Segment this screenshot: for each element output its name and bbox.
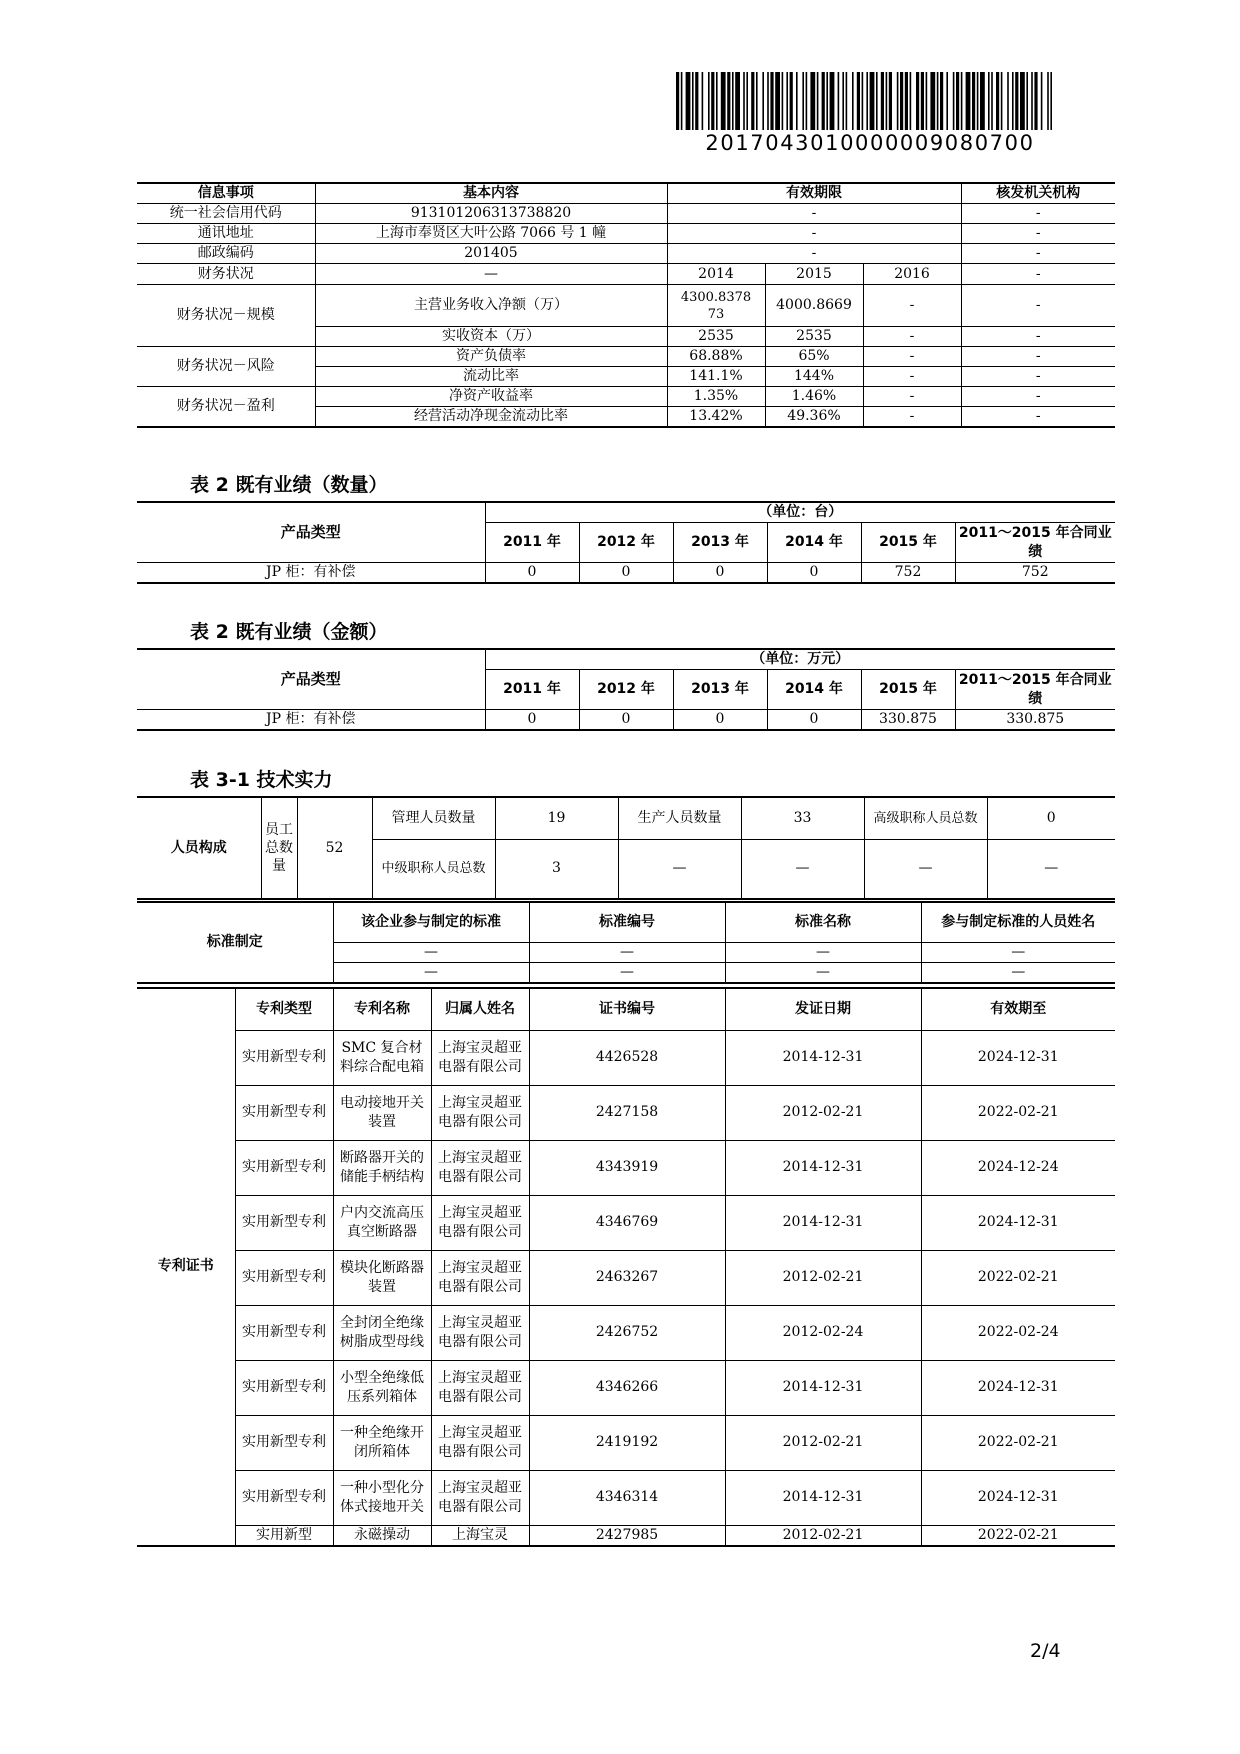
cell-value: 0 bbox=[579, 710, 673, 731]
cell-value: — bbox=[725, 942, 921, 962]
barcode-bar bbox=[838, 72, 840, 130]
patent-cell: 实用新型专利 bbox=[235, 1140, 333, 1195]
cell-value: — bbox=[921, 962, 1115, 983]
cell-value: 201405 bbox=[315, 244, 667, 264]
cell-authority: - bbox=[961, 285, 1115, 327]
performance-amount-table bbox=[137, 648, 1115, 731]
barcode-bar bbox=[905, 72, 908, 130]
cell-value: 2535 bbox=[765, 327, 863, 347]
patent-cell: 4346266 bbox=[529, 1360, 725, 1415]
barcode-bar bbox=[926, 72, 928, 130]
cell-label: 财务状况－盈利 bbox=[137, 387, 315, 428]
barcode-bar bbox=[940, 72, 943, 130]
cell-authority: - bbox=[961, 204, 1115, 224]
patent-cell: 一种全绝缘开闭所箱体 bbox=[333, 1415, 431, 1470]
patent-cell: 2024-12-24 bbox=[921, 1140, 1115, 1195]
cell-value: 65% bbox=[765, 347, 863, 367]
patent-cell: 2022-02-24 bbox=[921, 1305, 1115, 1360]
table-row bbox=[137, 224, 1115, 244]
empty-cell: — bbox=[618, 839, 741, 899]
empty-cell: — bbox=[987, 839, 1115, 899]
barcode-bar bbox=[822, 72, 825, 130]
table-row bbox=[137, 387, 1115, 407]
table-row bbox=[137, 1085, 1115, 1140]
patent-cell: SMC 复合材料综合配电箱 bbox=[333, 1030, 431, 1085]
cell-value: — bbox=[333, 942, 529, 962]
barcode-bar bbox=[866, 72, 868, 130]
patent-cell: 永磁操动 bbox=[333, 1525, 431, 1546]
cell-label: 通讯地址 bbox=[137, 224, 315, 244]
total-staff-value: 52 bbox=[297, 797, 372, 899]
cell-value: — bbox=[315, 264, 667, 285]
patent-cell: 2022-02-21 bbox=[921, 1525, 1115, 1546]
cell-value: 4300.8378 73 bbox=[667, 285, 765, 327]
patent-cell: 2014-12-31 bbox=[725, 1140, 921, 1195]
cell-value: 0 bbox=[767, 710, 861, 731]
patent-cell: 4346769 bbox=[529, 1195, 725, 1250]
cell-value: — bbox=[725, 962, 921, 983]
barcode-bar bbox=[708, 72, 710, 130]
barcode-bar bbox=[1001, 72, 1003, 130]
header-product-type: 产品类型 bbox=[137, 502, 485, 563]
cell-value: 330.875 bbox=[861, 710, 955, 731]
unit-label: （单位：台） bbox=[485, 502, 1115, 523]
year-2015: 2015 bbox=[765, 264, 863, 285]
table-row bbox=[137, 1250, 1115, 1305]
cell-label: 财务状况－风险 bbox=[137, 347, 315, 387]
barcode-bar bbox=[910, 72, 912, 130]
patent-cell: 2012-02-21 bbox=[725, 1085, 921, 1140]
barcode-bar bbox=[695, 72, 698, 130]
barcode-bar bbox=[921, 72, 924, 130]
header-year: 2014 年 bbox=[767, 670, 861, 710]
patent-cell: 上海宝灵超亚电器有限公司 bbox=[431, 1470, 529, 1525]
barcode-bar bbox=[937, 72, 939, 130]
header-year: 2012 年 bbox=[579, 670, 673, 710]
barcode-bar bbox=[897, 72, 899, 130]
patent-header: 发证日期 bbox=[725, 988, 921, 1030]
prod-label: 生产人员数量 bbox=[618, 797, 741, 839]
cell-value: 上海市奉贤区大叶公路 7066 号 1 幢 bbox=[315, 224, 667, 244]
barcode-bar bbox=[991, 72, 993, 130]
barcode-bar bbox=[727, 72, 730, 130]
header-participants: 参与制定标准的人员姓名 bbox=[921, 902, 1115, 942]
patent-cell: 实用新型专利 bbox=[235, 1360, 333, 1415]
cell-validity: - bbox=[667, 244, 961, 264]
cell-value: 0 bbox=[485, 710, 579, 731]
barcode-bar bbox=[956, 72, 959, 130]
patents-label: 专利证书 bbox=[137, 988, 235, 1546]
patent-cell: 2012-02-21 bbox=[725, 1525, 921, 1546]
barcode-bar bbox=[810, 72, 815, 130]
cell-label: 邮政编码 bbox=[137, 244, 315, 264]
cell-metric: 主营业务收入净额（万） bbox=[315, 285, 667, 327]
header-validity: 有效期限 bbox=[667, 183, 961, 204]
barcode-bar bbox=[681, 72, 683, 130]
cell-metric: 流动比率 bbox=[315, 367, 667, 387]
barcode-bar bbox=[830, 72, 835, 130]
barcode-bar bbox=[953, 72, 955, 130]
patent-cell: 实用新型专利 bbox=[235, 1415, 333, 1470]
barcode-bar bbox=[1047, 72, 1049, 130]
barcode-bar bbox=[676, 72, 679, 130]
patent-cell: 实用新型专利 bbox=[235, 1470, 333, 1525]
mid-label: 中级职称人员总数 bbox=[372, 839, 495, 899]
barcode-bar bbox=[846, 72, 848, 130]
patents-table bbox=[137, 987, 1115, 1547]
barcode-bar bbox=[770, 72, 773, 130]
staff-label: 人员构成 bbox=[137, 797, 261, 899]
barcode-bar bbox=[946, 72, 948, 130]
header-standard-no: 标准编号 bbox=[529, 902, 725, 942]
patent-cell: 2014-12-31 bbox=[725, 1470, 921, 1525]
cell-label: 统一社会信用代码 bbox=[137, 204, 315, 224]
page-number: 2/4 bbox=[1030, 1640, 1061, 1662]
cell-value: 2535 bbox=[667, 327, 765, 347]
cell-value: 0 bbox=[767, 563, 861, 584]
table-row bbox=[137, 710, 1115, 731]
barcode-bar bbox=[857, 72, 860, 130]
cell-validity: - bbox=[667, 204, 961, 224]
performance-quantity-table bbox=[137, 501, 1115, 584]
table-row bbox=[137, 1415, 1115, 1470]
patent-cell: 2014-12-31 bbox=[725, 1360, 921, 1415]
cell-authority: - bbox=[961, 347, 1115, 367]
barcode-bar bbox=[966, 72, 971, 130]
barcode-bar bbox=[1041, 72, 1043, 130]
table-row bbox=[137, 563, 1115, 584]
table-row bbox=[137, 244, 1115, 264]
table-row bbox=[137, 264, 1115, 285]
barcode-bar bbox=[886, 72, 888, 130]
patent-cell: 上海宝灵 bbox=[431, 1525, 529, 1546]
header-total: 2011～2015 年合同业绩 bbox=[955, 670, 1115, 710]
barcode-bar bbox=[775, 72, 780, 130]
barcode-bar bbox=[692, 72, 694, 130]
table2a-title: 表 2 既有业绩（数量） bbox=[190, 474, 388, 496]
cell-total: 752 bbox=[955, 563, 1115, 584]
senior-value: 0 bbox=[987, 797, 1115, 839]
prod-value: 33 bbox=[741, 797, 864, 839]
patent-cell: 2012-02-21 bbox=[725, 1415, 921, 1470]
patent-cell: 2022-02-21 bbox=[921, 1250, 1115, 1305]
barcode-bar bbox=[735, 72, 740, 130]
barcode-bar bbox=[817, 72, 819, 130]
cell-value: 0 bbox=[579, 563, 673, 584]
header-year: 2013 年 bbox=[673, 670, 767, 710]
cell-value: 0 bbox=[673, 563, 767, 584]
barcode-bar bbox=[977, 72, 979, 130]
patent-cell: 4346314 bbox=[529, 1470, 725, 1525]
cell-authority: - bbox=[961, 264, 1115, 285]
cell-value: 141.1% bbox=[667, 367, 765, 387]
table-row bbox=[137, 285, 1115, 327]
patent-cell: 实用新型专利 bbox=[235, 1085, 333, 1140]
table-row bbox=[137, 204, 1115, 224]
patent-cell: 上海宝灵超亚电器有限公司 bbox=[431, 1030, 529, 1085]
barcode-bar bbox=[980, 72, 985, 130]
cell-value: 752 bbox=[861, 563, 955, 584]
patent-cell: 2426752 bbox=[529, 1305, 725, 1360]
header-year: 2012 年 bbox=[579, 523, 673, 563]
table-row bbox=[137, 1305, 1115, 1360]
cell-total: 330.875 bbox=[955, 710, 1115, 731]
patent-cell: 断路器开关的储能手柄结构 bbox=[333, 1140, 431, 1195]
header-year: 2015 年 bbox=[861, 670, 955, 710]
barcode-bar bbox=[1015, 72, 1018, 130]
cell-value: - bbox=[863, 367, 961, 387]
patent-cell: 电动接地开关装置 bbox=[333, 1085, 431, 1140]
barcode-bar bbox=[1020, 72, 1025, 130]
barcode-image bbox=[676, 72, 1054, 130]
header-year: 2014 年 bbox=[767, 523, 861, 563]
year-2016: 2016 bbox=[863, 264, 961, 285]
header-authority: 核发机关机构 bbox=[961, 183, 1115, 204]
patent-cell: 上海宝灵超亚电器有限公司 bbox=[431, 1140, 529, 1195]
barcode-bar bbox=[852, 72, 854, 130]
patent-cell: 上海宝灵超亚电器有限公司 bbox=[431, 1415, 529, 1470]
patent-cell: 实用新型专利 bbox=[235, 1250, 333, 1305]
info-table bbox=[137, 182, 1115, 428]
cell-metric: 经营活动净现金流动比率 bbox=[315, 407, 667, 428]
patent-cell: 2463267 bbox=[529, 1250, 725, 1305]
cell-value: - bbox=[863, 327, 961, 347]
cell-value: 1.35% bbox=[667, 387, 765, 407]
mgmt-label: 管理人员数量 bbox=[372, 797, 495, 839]
patent-cell: 上海宝灵超亚电器有限公司 bbox=[431, 1305, 529, 1360]
barcode-bar bbox=[972, 72, 975, 130]
patent-header: 证书编号 bbox=[529, 988, 725, 1030]
patent-cell: 2024-12-31 bbox=[921, 1470, 1115, 1525]
table3-title: 表 3-1 技术实力 bbox=[190, 769, 333, 791]
cell-value: - bbox=[863, 407, 961, 428]
patent-cell: 2024-12-31 bbox=[921, 1195, 1115, 1250]
cell-value: 0 bbox=[673, 710, 767, 731]
header-product-type: 产品类型 bbox=[137, 649, 485, 710]
table-row bbox=[137, 1030, 1115, 1085]
table2b-title: 表 2 既有业绩（金额） bbox=[190, 621, 388, 643]
year-2014: 2014 bbox=[667, 264, 765, 285]
cell-value: 49.36% bbox=[765, 407, 863, 428]
staff-table bbox=[137, 796, 1115, 900]
barcode-bar bbox=[862, 72, 864, 130]
barcode-bar bbox=[1050, 72, 1052, 130]
barcode-bar bbox=[900, 72, 903, 130]
cell-value: — bbox=[333, 962, 529, 983]
patent-cell: 2014-12-31 bbox=[725, 1195, 921, 1250]
cell-value: - bbox=[863, 387, 961, 407]
table-row bbox=[137, 1195, 1115, 1250]
cell-value: 68.88% bbox=[667, 347, 765, 367]
cell-label: 财务状况－规模 bbox=[137, 285, 315, 347]
barcode-bar bbox=[767, 72, 769, 130]
cell-product: JP 柜：有补偿 bbox=[137, 710, 485, 731]
barcode-bar bbox=[786, 72, 788, 130]
header-total: 2011～2015 年合同业绩 bbox=[955, 523, 1115, 563]
cell-authority: - bbox=[961, 387, 1115, 407]
patent-cell: 一种小型化分体式接地开关 bbox=[333, 1470, 431, 1525]
header-year: 2015 年 bbox=[861, 523, 955, 563]
barcode-bar bbox=[796, 72, 798, 130]
patent-cell: 2012-02-24 bbox=[725, 1305, 921, 1360]
patent-cell: 实用新型专利 bbox=[235, 1195, 333, 1250]
barcode-bar bbox=[746, 72, 748, 130]
patent-cell: 上海宝灵超亚电器有限公司 bbox=[431, 1250, 529, 1305]
patent-cell: 户内交流高压真空断路器 bbox=[333, 1195, 431, 1250]
cell-value: — bbox=[529, 942, 725, 962]
barcode-bar bbox=[988, 72, 990, 130]
barcode-bar bbox=[756, 72, 758, 130]
cell-value: 144% bbox=[765, 367, 863, 387]
patent-cell: 上海宝灵超亚电器有限公司 bbox=[431, 1195, 529, 1250]
patent-cell: 2022-02-21 bbox=[921, 1415, 1115, 1470]
cell-value: - bbox=[863, 285, 961, 327]
barcode-bar bbox=[930, 72, 935, 130]
patent-cell: 4343919 bbox=[529, 1140, 725, 1195]
cell-metric: 净资产收益率 bbox=[315, 387, 667, 407]
empty-cell: — bbox=[864, 839, 987, 899]
header-content: 基本内容 bbox=[315, 183, 667, 204]
table-row bbox=[137, 1360, 1115, 1415]
patent-cell: 上海宝灵超亚电器有限公司 bbox=[431, 1360, 529, 1415]
barcode-bar bbox=[870, 72, 875, 130]
barcode-bar bbox=[1026, 72, 1028, 130]
patent-cell: 实用新型专利 bbox=[235, 1305, 333, 1360]
header-year: 2011 年 bbox=[485, 670, 579, 710]
table-row bbox=[137, 1525, 1115, 1546]
unit-label: （单位：万元） bbox=[485, 649, 1115, 670]
barcode-bar bbox=[961, 72, 963, 130]
barcode-bar bbox=[743, 72, 745, 130]
barcode-bar bbox=[806, 72, 808, 130]
barcode-bar bbox=[1031, 72, 1033, 130]
cell-authority: - bbox=[961, 367, 1115, 387]
barcode-bar bbox=[881, 72, 884, 130]
patent-cell: 2427985 bbox=[529, 1525, 725, 1546]
barcode-bar bbox=[842, 72, 844, 130]
patent-cell: 2022-02-21 bbox=[921, 1085, 1115, 1140]
header-info-item: 信息事项 bbox=[137, 183, 315, 204]
cell-value: 13.42% bbox=[667, 407, 765, 428]
cell-value: 4000.8669 bbox=[765, 285, 863, 327]
total-staff-label: 员工总数量 bbox=[261, 797, 297, 899]
cell-value: 913101206313738820 bbox=[315, 204, 667, 224]
table-row bbox=[137, 347, 1115, 367]
cell-value: 1.46% bbox=[765, 387, 863, 407]
cell-label: 财务状况 bbox=[137, 264, 315, 285]
cell-product: JP 柜：有补偿 bbox=[137, 563, 485, 584]
patent-cell: 全封闭全绝缘树脂成型母线 bbox=[333, 1305, 431, 1360]
barcode-bar bbox=[802, 72, 804, 130]
standards-table bbox=[137, 901, 1115, 984]
patent-header: 归属人姓名 bbox=[431, 988, 529, 1030]
header-year: 2013 年 bbox=[673, 523, 767, 563]
barcode-bar bbox=[721, 72, 726, 130]
header-year: 2011 年 bbox=[485, 523, 579, 563]
senior-label: 高级职称人员总数 bbox=[864, 797, 987, 839]
patent-header: 专利类型 bbox=[235, 988, 333, 1030]
cell-metric: 实收资本（万） bbox=[315, 327, 667, 347]
empty-cell: — bbox=[741, 839, 864, 899]
cell-authority: - bbox=[961, 224, 1115, 244]
cell-authority: - bbox=[961, 327, 1115, 347]
patent-cell: 2419192 bbox=[529, 1415, 725, 1470]
barcode-bar bbox=[916, 72, 919, 130]
cell-authority: - bbox=[961, 407, 1115, 428]
cell-value: — bbox=[921, 942, 1115, 962]
patent-cell: 4426528 bbox=[529, 1030, 725, 1085]
patent-cell: 上海宝灵超亚电器有限公司 bbox=[431, 1085, 529, 1140]
cell-value: 0 bbox=[485, 563, 579, 584]
patent-header: 有效期至 bbox=[921, 988, 1115, 1030]
barcode-bar bbox=[826, 72, 828, 130]
standards-label: 标准制定 bbox=[137, 902, 333, 983]
barcode-bar bbox=[711, 72, 714, 130]
header-standard-name: 标准名称 bbox=[725, 902, 921, 942]
cell-validity: - bbox=[667, 224, 961, 244]
cell-value: - bbox=[863, 347, 961, 367]
cell-metric: 资产负债率 bbox=[315, 347, 667, 367]
barcode-bar bbox=[876, 72, 878, 130]
mid-value: 3 bbox=[495, 839, 618, 899]
barcode-bar bbox=[702, 72, 704, 130]
barcode-bar bbox=[762, 72, 764, 130]
barcode-bar bbox=[686, 72, 691, 130]
header-standard: 该企业参与制定的标准 bbox=[333, 902, 529, 942]
barcode-bar bbox=[751, 72, 754, 130]
barcode-bar bbox=[1034, 72, 1037, 130]
barcode-bar bbox=[1012, 72, 1014, 130]
barcode-bar bbox=[1007, 72, 1009, 130]
patent-cell: 模块化断路器装置 bbox=[333, 1250, 431, 1305]
cell-authority: - bbox=[961, 244, 1115, 264]
barcode-number: 2017043010000009080700 bbox=[705, 131, 1035, 155]
patent-header: 专利名称 bbox=[333, 988, 431, 1030]
barcode-bar bbox=[732, 72, 734, 130]
patent-cell: 2024-12-31 bbox=[921, 1030, 1115, 1085]
patent-cell: 2024-12-31 bbox=[921, 1360, 1115, 1415]
patent-cell: 2427158 bbox=[529, 1085, 725, 1140]
barcode-bar bbox=[790, 72, 793, 130]
patent-cell: 2014-12-31 bbox=[725, 1030, 921, 1085]
cell-value: — bbox=[529, 962, 725, 983]
barcode-bar bbox=[889, 72, 892, 130]
table-row bbox=[137, 1140, 1115, 1195]
barcode-bar bbox=[716, 72, 718, 130]
barcode-bar bbox=[996, 72, 999, 130]
table-row bbox=[137, 1470, 1115, 1525]
patent-cell: 实用新型 bbox=[235, 1525, 333, 1546]
patent-cell: 2012-02-21 bbox=[725, 1250, 921, 1305]
barcode-bar bbox=[782, 72, 784, 130]
patent-cell: 实用新型专利 bbox=[235, 1030, 333, 1085]
mgmt-value: 19 bbox=[495, 797, 618, 839]
patent-cell: 小型全绝缘低压系列箱体 bbox=[333, 1360, 431, 1415]
